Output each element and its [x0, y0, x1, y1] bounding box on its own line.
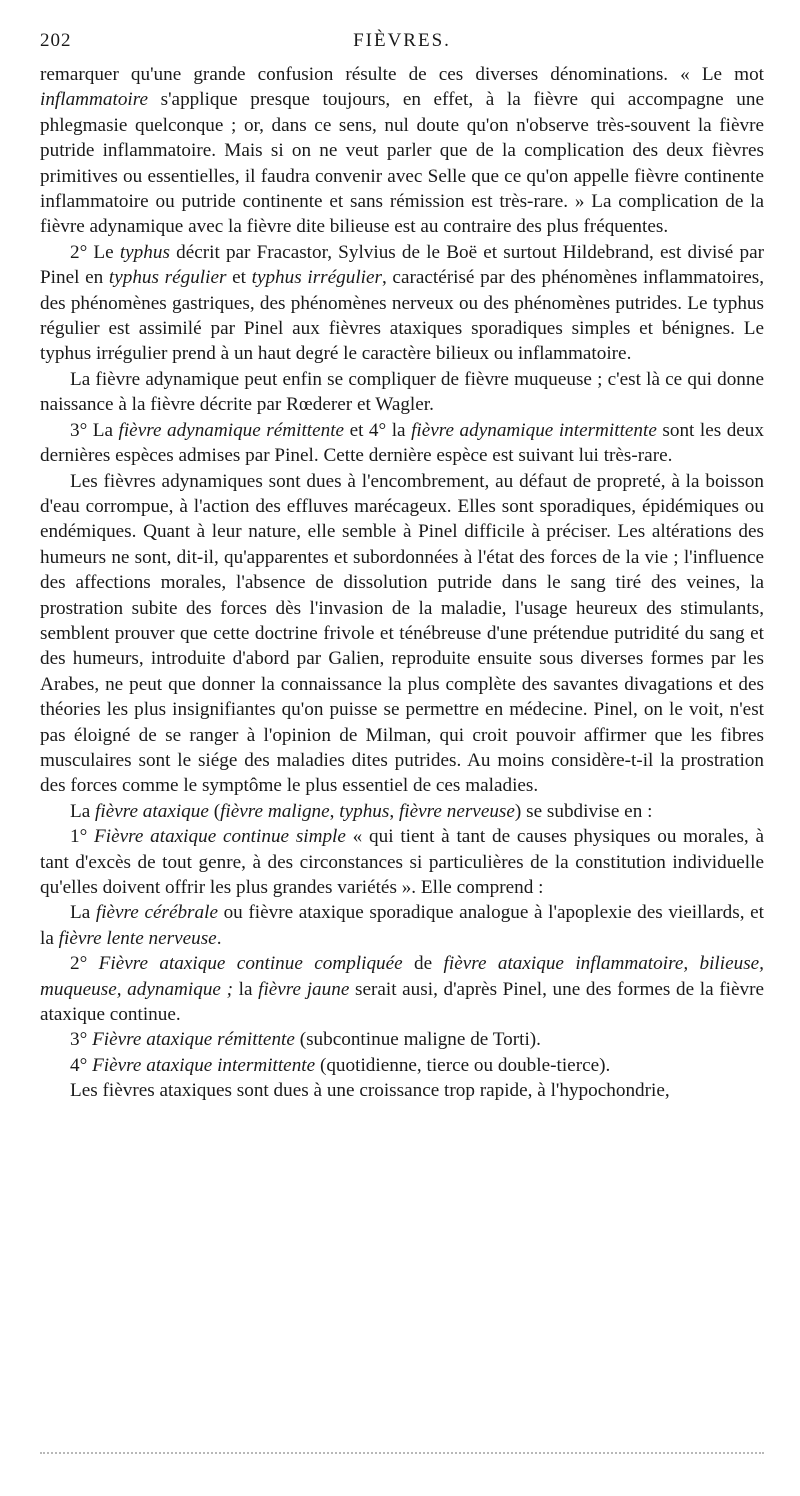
paragraph	[40, 799, 764, 824]
text-run: (subcontinue maligne de Torti).	[294, 1029, 541, 1051]
italic-text: typhus régulier	[108, 267, 227, 289]
text-run: 2° Le	[70, 241, 120, 263]
text-run: ) se subdivise en :	[514, 800, 653, 822]
text-run: serait ausi, d'après Pinel, une des formes de la fièvre ataxique continue.	[40, 978, 764, 1026]
italic-text: Fièvre ataxique intermittente	[92, 1054, 316, 1076]
italic-text: fièvre cérébrale	[95, 902, 218, 924]
paragraph	[40, 62, 764, 240]
text-run: (	[208, 800, 221, 822]
text-run: .	[216, 927, 222, 949]
paragraph	[40, 469, 764, 799]
page-number: 202	[40, 30, 72, 51]
text-run: ou fièvre ataxique sporadique analogue à l'apoplexie des vieillards, et la	[40, 902, 764, 949]
italic-text: typhus	[339, 800, 390, 822]
text-run: de	[402, 953, 444, 975]
text-run: Les fièvres adynamiques sont dues à l'encombrement, au défaut de propreté, à la boisson d'eau corrompue, à l'action des effluves marécageux. Elles sont sporadiques, épidémiques ou endémiques. Quant à leur nature, elle semble à Pinel difficile à préciser. Les altérations des humeurs ne sont, dit-il, qu'apparentes et subordonnées à l'état des forces de la vie ; l'influence des affections morales, l'absence de dissolution putride dans le sang tiré des veines, la prostration subite des forces dès l'invasion de la maladie, l'usage heureux des stimulants, semblent prouver que cette doctrine frivole et ténébreuse d'une prétendue putridité du sang et des humeurs, introduite d'abord par Galien, reproduite ensuite sous diverses formes par les Arabes, ne peut que donner la connaissance la plus complète des savantes divagations et des théories les plus insignifiantes qu'on puisse se permettre en médecine. Pinel, on le voit, n'est pas éloigné de se ranger à l'opinion de Milman, qui croit pouvoir affirmer que les fibres musculaires sont le siége des maladies dites putrides. Au moins considère-t-il la prostration des forces comme le symptôme le plus essentiel de ces maladies.	[40, 470, 764, 797]
paragraph	[40, 1027, 764, 1052]
text-run: La fièvre adynamique peut enfin se compliquer de fièvre muqueuse ; c'est là ce qui donne naissance à la fièvre décrite par Rœderer et Wagler.	[40, 368, 764, 416]
italic-text: fièvre jaune	[258, 978, 350, 1000]
italic-text: Fièvre ataxique continue compliquée	[98, 953, 403, 975]
paragraph	[40, 240, 764, 367]
text-run: La	[70, 800, 96, 822]
italic-text: fièvre lente nerveuse	[58, 927, 217, 949]
text-run: La	[70, 902, 96, 924]
text-run: 1°	[70, 826, 95, 848]
text-run: sont les deux dernières espèces admises par Pinel. Cette dernière espèce est suivant lui très-rare.	[40, 419, 764, 467]
paragraph	[40, 824, 764, 900]
text-run: , caractérisé par des phénomènes inflammatoires, des phénomènes gastriques, des phénomènes nerveux ou des phénomènes putrides. Le typhus régulier est assimilé par Pinel aux fièvres ataxiques sporadiques simples et bénignes. Le typhus irrégulier prend à un haut degré le caractère bilieux ou inflammatoire.	[40, 267, 764, 365]
text-run: ,	[329, 800, 340, 822]
italic-text: Fièvre ataxique continue simple	[94, 826, 346, 848]
text-run: 3° La	[70, 419, 119, 441]
paragraph	[40, 367, 764, 418]
italic-text: inflammatoire	[40, 89, 149, 111]
text-run: (quotidienne, tierce ou double-tierce).	[315, 1054, 611, 1076]
paragraph	[40, 900, 764, 951]
italic-text: fièvre ataxique inflammatoire, bilieuse, muqueuse, adynamique ;	[40, 953, 764, 1000]
text-run: 3°	[70, 1029, 93, 1051]
text-run: décrit par Fracastor, Sylvius de le Boë et surtout Hildebrand, est divisé par Pinel en	[40, 241, 764, 289]
running-title: FIÈVRES.	[353, 30, 451, 51]
text-run: 4°	[70, 1054, 93, 1076]
paragraph	[40, 1078, 764, 1103]
italic-text: Fièvre ataxique rémittente	[92, 1029, 295, 1051]
footer-divider	[40, 1452, 764, 1454]
body-text	[40, 62, 764, 1104]
italic-text: fièvre maligne	[220, 800, 330, 822]
text-run: et 4° la	[344, 419, 412, 441]
paragraph	[40, 1053, 764, 1078]
italic-text: fièvre adynamique rémittente	[118, 419, 345, 441]
text-run: s'applique presque toujours, en effet, à la fièvre qui accompagne une phlegmasie quelconque ; or, dans ce sens, nul doute qu'on n'observe très-souvent la fièvre putride inflammatoire. Mais si on ne veut parler que de la complication des deux fièvres primitives ou essentielles, il faudra convenir avec Selle que ce qu'on appelle fièvre continente inflammatoire ou putride continente et sans rémission est très-rare. » La complication de la fièvre adynamique avec la fièvre dite bilieuse est au contraire des plus fréquentes.	[40, 89, 764, 238]
text-run: Les fièvres ataxiques sont dues à une croissance trop rapide, à l'hypochondrie,	[70, 1080, 670, 1102]
page-header	[40, 30, 764, 54]
text-run: remarquer qu'une grande confusion résulte de ces diverses dénominations. « Le mot	[40, 64, 764, 85]
text-run: « qui tient à tant de causes physiques ou morales, à tant d'excès de tout genre, à des circonstances si particulières de la constitution individuelle qu'elles doivent offrir les plus grandes variétés ». Elle comprend :	[40, 826, 764, 898]
text-run: la	[232, 978, 259, 1000]
paragraph	[40, 951, 764, 1027]
italic-text: fièvre nerveuse	[398, 800, 515, 822]
italic-text: typhus irrégulier	[251, 267, 382, 289]
italic-text: fièvre ataxique	[95, 800, 209, 822]
italic-text: typhus	[119, 241, 170, 263]
text-run: ,	[389, 800, 399, 822]
text-run: 2°	[70, 953, 99, 975]
paragraph	[40, 418, 764, 469]
italic-text: fièvre adynamique intermittente	[411, 419, 657, 441]
text-run: et	[226, 267, 252, 289]
